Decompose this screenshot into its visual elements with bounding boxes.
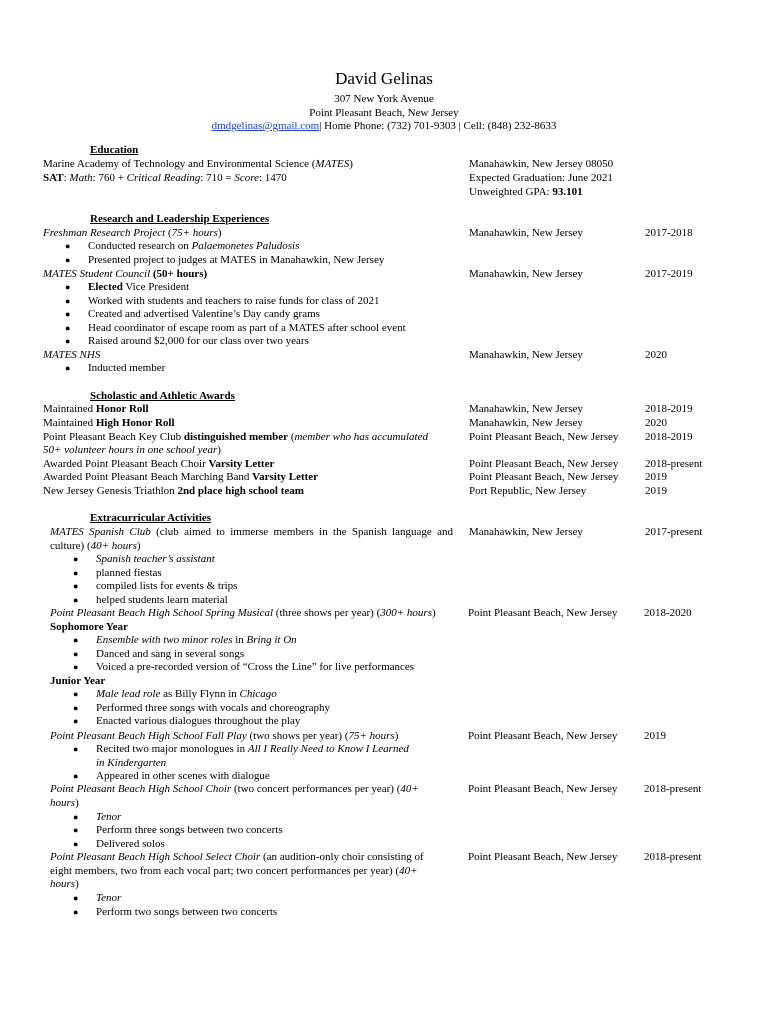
award-name: Point Pleasant Beach Key Club distinguished member (member who has accumulated — [43, 431, 428, 443]
award-location: Point Pleasant Beach, New Jersey — [469, 431, 619, 443]
award-location: Port Republic, New Jersey — [469, 485, 587, 497]
list-item: ● Tenor — [73, 892, 122, 904]
bullet-icon: ● — [73, 744, 79, 754]
list-item: ● Raised around $2,000 for our class over two years — [65, 335, 309, 347]
bullet-icon: ● — [73, 825, 79, 835]
activity-title: Point Pleasant Beach High School Spring Musical (three shows per year) (300+ hours) — [50, 607, 436, 619]
award-row — [0, 471, 768, 485]
activity-location: Point Pleasant Beach, New Jersey — [468, 730, 618, 742]
bullet-icon: ● — [73, 812, 79, 822]
award-date: 2019 — [645, 471, 667, 483]
list-item: ● Spanish teacher’s assistant — [73, 553, 215, 565]
list-item: ● Created and advertised Valentine’s Day candy grams — [65, 308, 320, 320]
award-location: Manahawkin, New Jersey — [469, 417, 583, 429]
list-item: ● Appeared in other scenes with dialogue — [73, 770, 270, 782]
expected-graduation: Expected Graduation: June 2021 — [469, 172, 613, 184]
bullet-icon: ● — [65, 255, 71, 265]
list-item: ● Voiced a pre-recorded version of “Cross the Line” for live performances — [73, 661, 415, 673]
activity-title: Point Pleasant Beach High School Choir (two concert performances per year) (40+ — [50, 783, 419, 795]
activity-date: 2018-present — [644, 851, 702, 863]
subheading-row — [0, 675, 768, 689]
bullet-icon: ● — [73, 662, 79, 672]
activity-title: MATES Spanish Club (club aimed to immerse members in the Spanish language and culture) (40+ hours) — [50, 526, 453, 552]
section-title-education: Education — [90, 144, 139, 156]
activity-title: Point Pleasant Beach High School Select Choir (an audition-only choir consisting of — [50, 851, 424, 863]
award-row — [0, 417, 768, 431]
list-item: ● helped students learn material — [73, 594, 228, 606]
bullet-icon: ● — [65, 336, 71, 346]
list-item: ● compiled lists for events & trips — [73, 580, 238, 592]
activity-row — [0, 730, 768, 744]
activity-title-continued: eight members, two from each vocal part; two concert performances per year) (40+ — [50, 865, 418, 877]
activity-date: 2019 — [644, 730, 666, 742]
section-title-extracurricular: Extracurricular Activities — [90, 512, 212, 524]
list-item: ● Delivered solos — [73, 838, 165, 850]
bullet-icon: ● — [73, 893, 79, 903]
bullet-icon: ● — [73, 907, 79, 917]
activity-title-continued: hours) — [50, 797, 79, 809]
entry-location: Manahawkin, New Jersey — [469, 227, 583, 239]
bullet-icon: ● — [65, 363, 71, 373]
list-item: ● Enacted various dialogues throughout the play — [73, 715, 301, 727]
research-entry-row — [0, 227, 768, 241]
activity-location: Point Pleasant Beach, New Jersey — [468, 783, 618, 795]
bullet-icon: ● — [73, 839, 79, 849]
bullet-icon: ● — [73, 771, 79, 781]
list-item: ● Tenor — [73, 811, 122, 823]
bullet-icon: ● — [73, 703, 79, 713]
entry-location: Manahawkin, New Jersey — [469, 349, 583, 361]
list-item: ● Conducted research on Palaemonetes Paludosis — [65, 240, 300, 252]
award-location: Point Pleasant Beach, New Jersey — [469, 458, 619, 470]
bullet-icon: ● — [65, 282, 71, 292]
phone-numbers: | Home Phone: (732) 701-9303 | Cell: (848) 232-8633 — [319, 120, 557, 132]
activity-date: 2017-present — [645, 526, 703, 538]
sat-scores: SAT: Math: 760 + Critical Reading: 710 = Score: 1470 — [43, 172, 287, 184]
bullet-icon: ● — [73, 568, 79, 578]
list-item: ● planned fiestas — [73, 567, 162, 579]
award-row — [0, 431, 768, 445]
activity-row — [0, 851, 768, 865]
education-sat-row — [0, 172, 768, 186]
award-date: 2020 — [645, 417, 667, 429]
activity-row — [0, 783, 768, 797]
activity-row-continued — [0, 797, 768, 811]
award-row — [0, 485, 768, 499]
contact-line — [0, 120, 768, 134]
bullet-icon: ● — [65, 296, 71, 306]
award-location: Point Pleasant Beach, New Jersey — [469, 471, 619, 483]
email-link[interactable]: dmdgelinas@gmail.com — [211, 120, 320, 132]
bullet-icon: ● — [73, 581, 79, 591]
bullet-icon: ● — [73, 649, 79, 659]
list-item: ● Head coordinator of escape room as part of a MATES after school event — [65, 322, 406, 334]
award-row — [0, 403, 768, 417]
entry-location: Manahawkin, New Jersey — [469, 268, 583, 280]
list-item: ● Worked with students and teachers to raise funds for class of 2021 — [65, 295, 380, 307]
activity-title-continued: hours) — [50, 878, 79, 890]
entry-title: Freshman Research Project (75+ hours) — [43, 227, 222, 239]
activity-title: Point Pleasant Beach High School Fall Play (two shows per year) (75+ hours) — [50, 730, 399, 742]
award-location: Manahawkin, New Jersey — [469, 403, 583, 415]
award-name: Awarded Point Pleasant Beach Choir Varsity Letter — [43, 458, 275, 470]
award-date: 2018-present — [645, 458, 703, 470]
education-school-row — [0, 158, 768, 172]
bullet-icon: ● — [73, 635, 79, 645]
address-city: Point Pleasant Beach, New Jersey — [309, 106, 459, 119]
gpa: Unweighted GPA: 93.101 — [469, 186, 583, 198]
award-name: Awarded Point Pleasant Beach Marching Band Varsity Letter — [43, 471, 319, 483]
research-entry-row — [0, 268, 768, 282]
education-gpa-row — [0, 186, 768, 200]
list-item: ● Elected Vice President — [65, 281, 190, 293]
section-title-research: Research and Leadership Experiences — [90, 213, 270, 225]
subheading-junior-year: Junior Year — [50, 675, 106, 687]
award-date: 2018-2019 — [645, 403, 693, 415]
bullet-icon: ● — [73, 554, 79, 564]
list-item: ● Male lead role as Billy Flynn in Chicago — [73, 688, 277, 700]
entry-date: 2017-2019 — [645, 268, 693, 280]
research-entry-row — [0, 349, 768, 363]
activity-row-continued — [0, 878, 768, 892]
address-street: 307 New York Avenue — [334, 93, 434, 105]
activity-location: Manahawkin, New Jersey — [469, 526, 583, 538]
entry-date: 2017-2018 — [645, 227, 693, 239]
school-location: Manahawkin, New Jersey 08050 — [469, 158, 614, 170]
activity-location: Point Pleasant Beach, New Jersey — [468, 851, 618, 863]
list-item: ● Recited two major monologues in All I Really Need to Know I Learned — [73, 743, 409, 755]
award-name: New Jersey Genesis Triathlon 2nd place high school team — [43, 485, 304, 497]
list-item: ● Performed three songs with vocals and choreography — [73, 702, 330, 714]
list-item-continued: in Kindergarten — [96, 757, 167, 769]
activity-date: 2018-2020 — [644, 607, 692, 619]
award-date: 2018-2019 — [645, 431, 693, 443]
resume-name: David Gelinas — [335, 69, 433, 88]
entry-date: 2020 — [645, 349, 667, 361]
activity-row — [0, 607, 768, 621]
award-name: Maintained Honor Roll — [43, 403, 149, 415]
subheading-sophomore-year: Sophomore Year — [50, 621, 128, 633]
bullet-icon: ● — [73, 716, 79, 726]
bullet-icon: ● — [65, 309, 71, 319]
award-row — [0, 458, 768, 472]
entry-title: MATES Student Council (50+ hours) — [43, 268, 208, 280]
list-item: ● Presented project to judges at MATES in Manahawkin, New Jersey — [65, 254, 385, 266]
list-item: ● Danced and sang in several songs — [73, 648, 245, 660]
award-date: 2019 — [645, 485, 667, 497]
list-item: ● Inducted member — [65, 362, 166, 374]
list-item: ● Perform three songs between two concerts — [73, 824, 283, 836]
entry-title: MATES NHS — [43, 349, 101, 361]
bullet-icon: ● — [65, 323, 71, 333]
activity-location: Point Pleasant Beach, New Jersey — [468, 607, 618, 619]
bullet-icon: ● — [73, 689, 79, 699]
subheading-row — [0, 621, 768, 635]
award-name: Maintained High Honor Roll — [43, 417, 175, 429]
bullet-icon: ● — [65, 241, 71, 251]
award-row-continued — [0, 444, 768, 458]
list-item: ● Perform two songs between two concerts — [73, 906, 278, 918]
section-title-awards: Scholastic and Athletic Awards — [90, 390, 235, 402]
activity-date: 2018-present — [644, 783, 702, 795]
activity-row-continued — [0, 865, 768, 879]
list-item: ● Ensemble with two minor roles in Bring it On — [73, 634, 297, 646]
bullet-icon: ● — [73, 595, 79, 605]
award-name-continued: 50+ volunteer hours in one school year) — [43, 444, 221, 456]
activity-meta-row — [0, 526, 768, 540]
school-name: Marine Academy of Technology and Environmental Science (MATES) — [43, 158, 353, 170]
